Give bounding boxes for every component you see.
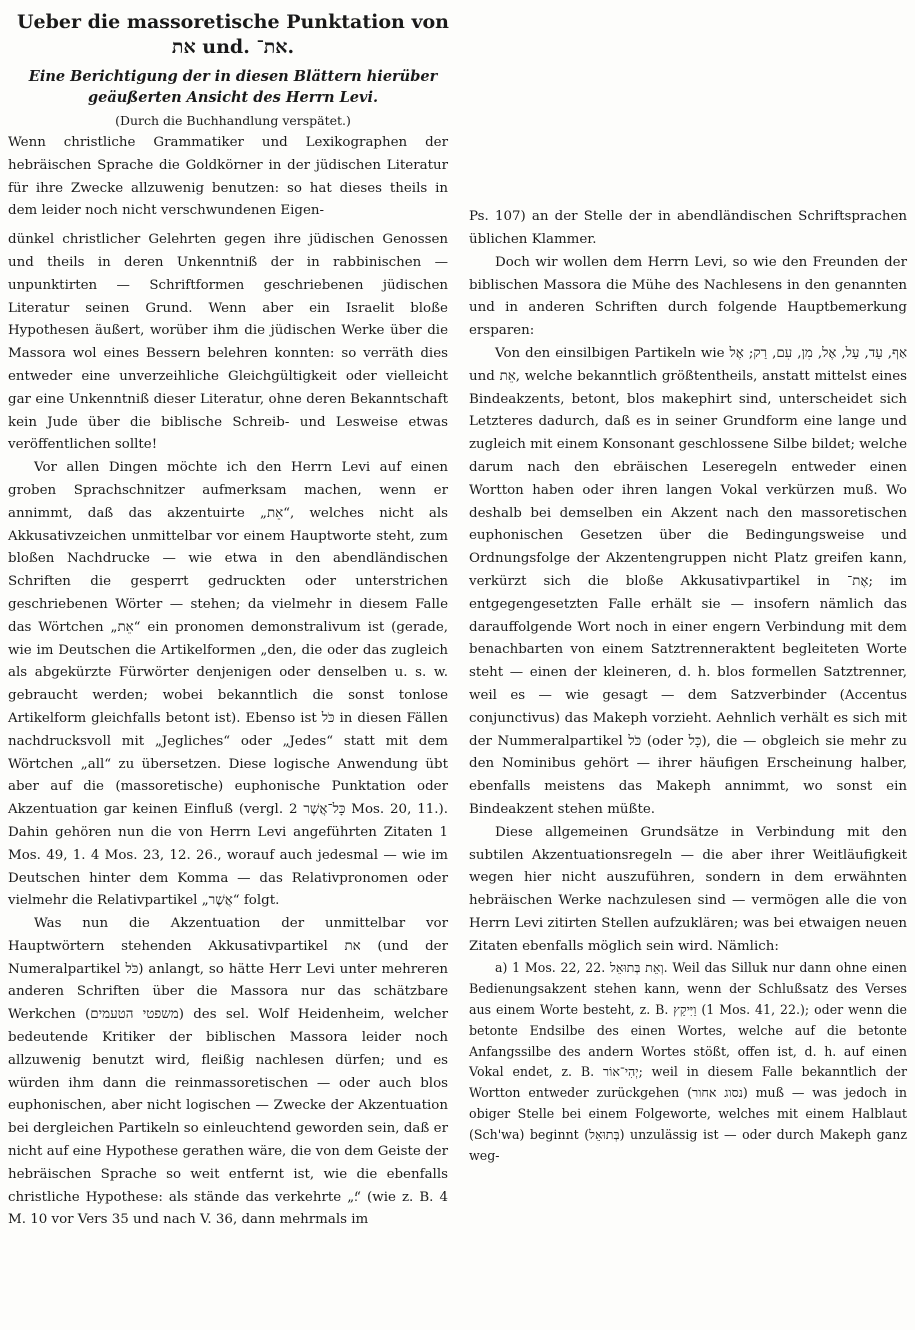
left-column (8, 229, 448, 1232)
two-column-body (8, 209, 908, 1232)
paragraph: a) 1 Mos. 22, 22. וְאֵת בְּתוּאֵל. Weil das Silluk nur dann ohne einen Bedienungsakzent stehen kann, wenn der Schlußsatz des Verses aus einem Worte besteht, z. B. וַיִּיקַץ (1 Mos. 41, 22.); oder wenn die betonte Endsilbe des einen Wortes, welche auf die betonte Anfangssilbe des andern Wortes stößt, offen ist, d. h. auf einen Vokal endet, z. B. יְהִי־אוֹר; weil in diesem Falle bekanntlich der Wortton entweder zurückgehen (נסוג אחור) muß — was jedoch in obiger Stelle bei einem Folgeworte, welches mit einem Halblaut (Sch'wa) beginnt (בְּתוּאֵל) unzulässig ist — oder durch Makeph ganz weg- (469, 960, 908, 1163)
article-note: (Durch die Buchhandlung verspätet.) (115, 113, 351, 128)
article-header (8, 10, 458, 130)
article-title: Ueber die massoretische Punktation von את und. את־. (16, 11, 449, 58)
paragraph: dünkel christlicher Gelehrten gegen ihre jüdischen Genossen und theils in deren Unkenntniß der in rabbinischen — unpunktirten — Schriftformen geschriebenen jüdischen Literatur seinen Grund. Wenn aber ein Israelit bloße Hypothesen äußert, worüber ihm die jüdischen Werke über die Massora wol eines Bessern belehren konnten: so verräth dies entweder eine unverzeihliche Gleichgültigkeit oder vielleicht gar eine Unkenntniß dieser Literatur, ohne deren Bekanntschaft kein Jude über die biblische Schreib- und Lesweise etwas veröffentlichen sollte! (8, 232, 448, 453)
intro-paragraph: Wenn christliche Grammatiker und Lexikographen der hebräischen Sprache die Goldkörner in der jüdischen Literatur für ihre Zwecke allzuwenig benutzen: so hat dieses theils in dem leider noch nicht verschwundenen Eigen- (8, 135, 448, 219)
right-column (469, 206, 907, 1232)
paragraph: Vor allen Dingen möchte ich den Herrn Levi auf einen groben Sprachschnitzer aufmerksam machen, wenn er annimmt, daß das akzentuirte „אֵת“, welches nicht als Akkusativzeichen unmittelbar vor einem Hauptworte steht, zum bloßen Nachdrucke — wie etwa in den abendländischen Schriften die gesperrt gedruckten oder unterstrichen geschriebenen Wörter — stehen; da vielmehr in diesem Falle das Wörtchen „אֵת“ ein pronomen demonstralivum ist (gerade, wie im Deutschen die Artikelformen „den, die oder das zugleich als abgekürzte Fürwörter denjenigen oder denselben u. s. w. gebraucht werden; wobei bekanntlich die sonst tonlose Artikelform gleichfalls betont ist). Ebenso ist כֹּל in diesen Fällen nachdrucksvoll mit „Jegliches“ oder „Jedes“ statt mit dem Wörtchen „all“ zu übersetzen. Diese logische Anwendung übt aber auf die (massoretische) euphonische Punktation oder Akzentuation gar keinen Einfluß (vergl. כָּל־אֲשֶׁר 2 Mos. 20, 11.). Dahin gehören nun die von Herrn Levi angeführten Zitaten 1 Mos. 49, 1. 4 Mos. 23, 12. 26., worauf auch jedesmal — wie im Deutschen hinter dem Komma — das Relativpronomen oder vielmehr die Relativpartikel „אֲשֶׁר“ folgt. (8, 460, 448, 909)
paragraph: Was nun die Akzentuation der unmittelbar vor Hauptwörtern stehenden Akkusativpartikel את (und der Numeralpartikel כֹּל) anlangt, so hätte Herr Levi unter mehreren anderen Schriften über die Massora nur das schätzbare Werkchen (משפטי הטעמים) des sel. Wolf Heidenheim, welcher bedeutende Kritiker der biblischen Massora leider noch allzuwenig benutzt wird, fleißig nachlesen dürfen; und es würden ihm dann die reinmassoretischen — oder auch blos euphonischen, aber nicht logischen — Zwecke der Akzentuation bei dergleichen Partikeln so einleuchtend geworden sein, daß er nicht auf eine Hypothese gerathen wäre, die von dem Geiste der hebräischen Sprache so weit entfernt ist, wie die ebenfalls christliche Hypothese: als stände das verkehrte „׃“ (wie z. B. 4 M. 10 vor Vers 35 und nach V. 36, dann mehrmals im (8, 916, 448, 1228)
paragraph: Ps. 107) an der Stelle der in abendländischen Schriftsprachen üblichen Klammer. (469, 209, 907, 247)
article-subtitle: Eine Berichtigung der in diesen Blättern hierüber geäußerten Ansicht des Herrn Levi. (28, 68, 438, 106)
paragraph: Von den einsilbigen Partikeln wie אַף, עַד, עַל, אֶל, מִן, עִם, רַק; אֶל und אֵת, welche bekanntlich größtentheils, anstatt mittelst eines Bindeakzents, betont, blos makephirt sind, unterscheidet sich Letzteres dadurch, daß es in seiner Grundform eine lange und zugleich mit einem Konsonant geschlossene Silbe bildet; welche darum nach den ebräischen Leseregeln entweder einen Wortton haben oder ihren langen Vokal verkürzen muß. Wo deshalb bei demselben ein Akzent nach den massoretischen euphonischen Gesetzen über die Bedingungsweise und Ordnungsfolge der Akzentengruppen nicht Platz greifen kann, verkürzt sich die bloße Akkusativpartikel in אֶת־; im entgegengesetzten Falle erhält sie — insofern nämlich das darauffolgende Wort noch in einer engern Verbindung mit dem benachbarten von einem Satztrenneraktent begleiteten Worte steht — einen der kleineren, d. h. blos formellen Satztrenner, weil es — wie gesagt — dem Satzverbinder (Accentus conjunctivus) das Makeph vorzieht. Aehnlich verhält es sich mit der Nummeralpartikel כֹּל (oder כָּל), die — obgleich sie mehr zu den Nominibus gehört — ihrer häufigen Erscheinung halber, ebenfalls meistens das Makeph annimmt, wo sonst ein Bindeakzent stehen müßte. (469, 345, 908, 817)
paragraph: Diese allgemeinen Grundsätze in Verbindung mit den subtilen Akzentuationsregeln — die aber ihrer Weitläufigkeit wegen hier nicht auszuführen, sondern in dem erwähnten hebräischen Werke nachzulesen sind — vermögen alle die von Herrn Levi zitirten Stellen aufzuklären; was bei etwaigen neuen Zitaten ebenfalls möglich sein wird. Nämlich: (469, 824, 907, 954)
paragraph: Doch wir wollen dem Herrn Levi, so wie den Freunden der biblischen Massora die Mühe des Nachlesens in den genannten und in anderen Schriften durch folgende Hauptbemerkung ersparen: (469, 254, 907, 339)
